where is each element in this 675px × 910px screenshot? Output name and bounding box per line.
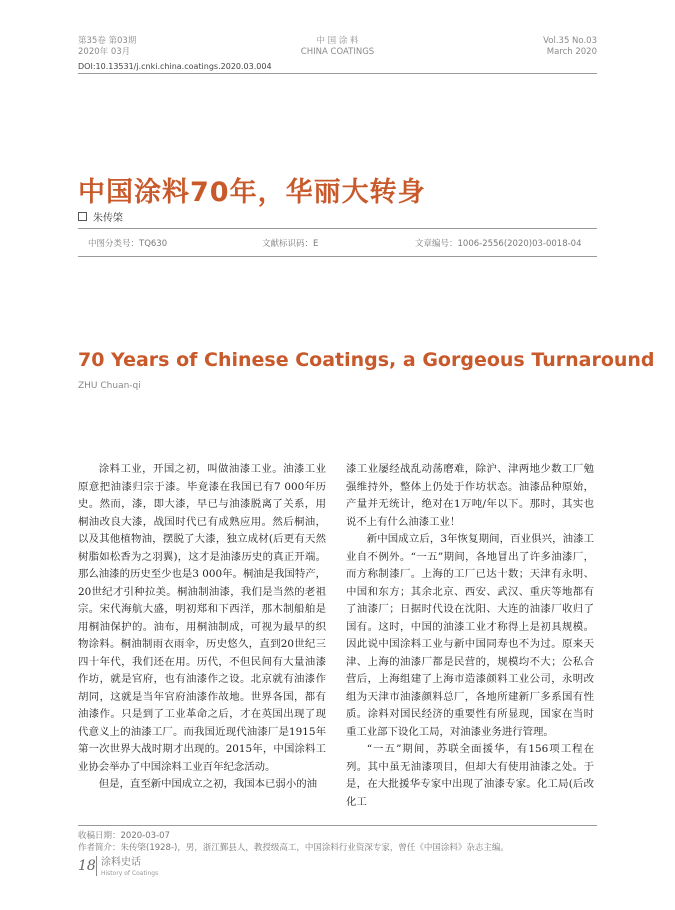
body-column-right (346, 461, 594, 811)
header-volume-en-line: Vol.35 No.03 (543, 36, 597, 46)
page-number: 18 (78, 858, 96, 874)
document-code: 文献标识码：E (262, 239, 319, 249)
meta-rule-bottom (78, 256, 597, 257)
paragraph: 但是，直至新中国成立之初，我国本已弱小的油 (98, 778, 317, 790)
journal-section (101, 857, 158, 879)
header-date: 2020年 03月 (78, 47, 131, 57)
paragraph: “一五”期间，苏联全面援华，有156项工程在列。其中虽无油漆项目，但却大有使用油漆之处。于是，在大批援华专家中出现了油漆专家。化工局(后改化工 (346, 743, 594, 808)
article-title-en: 70 Years of Chinese Coatings, a Gorgeous Turnaround (78, 349, 655, 371)
header-rule (78, 73, 597, 74)
doi: DOI:10.13531/j.cnki.china.coatings.2020.03.004 (78, 62, 272, 71)
author-cn (78, 209, 123, 224)
header-volume-en (543, 36, 597, 58)
page-divider (96, 856, 97, 876)
body-column-left (78, 461, 326, 794)
clc-number: 中图分类号：TQ630 (88, 239, 168, 249)
author-cn-name: 朱传棨 (93, 213, 123, 224)
footnote-rule (78, 825, 597, 826)
section-name-en: History of Coatings (101, 870, 159, 877)
paragraph: 新中国成立后，3年恢复期间，百业俱兴，油漆工业自不例外。“一五”期间，各地冒出了许多油漆厂，而方称制漆厂。上海的工厂已达十数；天津有永明、中国和东方；其余北京、西安、武汉、重庆等地都有了油漆厂；日据时代设在沈阳、大连的油漆厂收归了国有。这时，中国的油漆工业才称得上是初具规模。因此说中国涂料工业与新中国同寿也不为过。原来天津、上海的油漆厂都是民营的，规模均不大；公私合营后，上海组建了上海市造漆颜料工业公司，永明改组为天津市油漆颜料总厂，各地所建新厂多系国有性质。涂料对国民经济的重要性有所显现，国家在当时重工业部下设化工局，对油漆业务进行管理。 (346, 533, 594, 738)
paragraph: 漆工业屡经战乱动荡磨难，除沪、津两地少数工厂勉强维持外，整体上仍处于作坊状态。油漆品种原始，产量并无统计，绝对在1万吨/年以下。那时，其实也说不上有什么油漆工业！ (346, 463, 594, 528)
author-bio: 作者简介：朱传棨(1928-)，男，浙江鄞县人，教授级高工，中国涂料行业资深专家，曾任《中国涂料》杂志主编。 (78, 843, 509, 853)
header-journal-en: CHINA COATINGS (300, 47, 375, 57)
meta-rule-top (78, 228, 597, 229)
header-volume: 第35卷 第03期 (78, 36, 137, 46)
header-date-en: March 2020 (546, 47, 597, 57)
section-name-cn: 涂料史话 (101, 857, 141, 868)
author-en: ZHU Chuan-qi (78, 381, 141, 391)
header-journal-cn: 中 国 涂 料 (316, 36, 359, 46)
author-box-icon (78, 212, 87, 221)
received-date: 收稿日期：2020-03-07 (78, 831, 170, 841)
paragraph: 涂料工业，开国之初，叫做油漆工业。油漆工业原意把油漆归宗于漆。毕竟漆在我国已有7 000年历史。然而，漆，即大漆，早已与油漆脱离了关系，用桐油改良大漆，战国时代已有成熟应用。然后桐油，以及其他植物油，摆脱了大漆，独立成材(后更有天然树脂如松香为之羽翼)，这才是油漆历史的真正开端。那么油漆的历史至少也是3 000年。桐油是我国特产，20世纪才引种拉美。桐油制油漆，我们是当然的老祖宗。宋代海航大盛，明初郑和下西洋，那木制船舶是用桐油保护的。油布，用桐油制成，可视为最早的织物涂料。桐油制雨衣雨伞，历史悠久，直到20世纪三四十年代，我们还在用。历代，不但民间有大量油漆作坊，就是官府，也有油漆作之设。北京就有油漆作胡同，这就是当年官府油漆作故地。世界各国，都有油漆作。只是到了工业革命之后，才在英国出现了现代意义上的油漆工厂。而我国近现代油漆厂是1915年第一次世界大战时期才出现的。2015年，中国涂料工业协会举办了中国涂料工业百年纪念活动。 (78, 463, 326, 773)
article-number: 文章编号：1006-2556(2020)03-0018-04 (415, 239, 582, 249)
article-title-cn: 中国涂料70年，华丽大转身 (78, 177, 426, 208)
